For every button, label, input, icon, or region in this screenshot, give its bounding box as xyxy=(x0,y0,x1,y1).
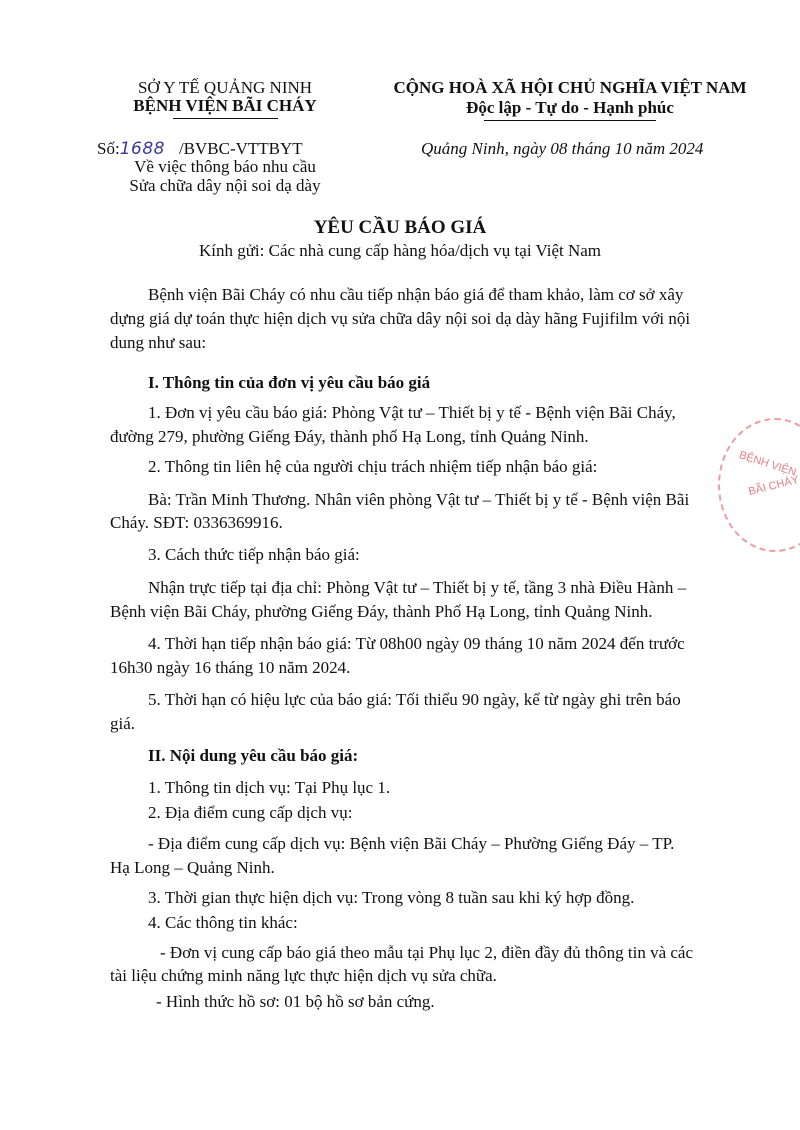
section-1-line: 3. Cách thức tiếp nhận báo giá: xyxy=(148,545,360,564)
section-1-line: Bà: Trần Minh Thương. Nhân viên phòng Vật tư – Thiết bị y tế - Bệnh viện Bãi xyxy=(148,490,690,509)
subject-line-1: Về việc thông báo nhu cầu xyxy=(134,157,316,176)
subject-line-2: Sửa chữa dây nội soi dạ dày xyxy=(129,176,321,195)
republic-name: CỘNG HOÀ XÃ HỘI CHỦ NGHĨA VIỆT NAM xyxy=(393,78,747,97)
section-1-line: 16h30 ngày 16 tháng 10 năm 2024. xyxy=(110,658,351,677)
section-1-line: Nhận trực tiếp tại địa chỉ: Phòng Vật tư – Thiết bị y tế, tầng 3 nhà Điều Hành – xyxy=(148,578,687,597)
section-2-line: 1. Thông tin dịch vụ: Tại Phụ lục 1. xyxy=(148,778,391,797)
section-2-line: - Đơn vị cung cấp báo giá theo mẫu tại Phụ lục 2, điền đầy đủ thông tin và các xyxy=(160,943,694,962)
section-2-line: 2. Địa điểm cung cấp dịch vụ: xyxy=(148,803,353,822)
section-2-line: 3. Thời gian thực hiện dịch vụ: Trong vòng 8 tuần sau khi ký hợp đồng. xyxy=(148,888,635,907)
document-title: YÊU CẦU BÁO GIÁ xyxy=(313,217,487,238)
doc-number xyxy=(97,139,303,159)
section-1-heading: I. Thông tin của đơn vị yêu cầu báo giá xyxy=(148,373,431,392)
national-motto: Độc lập - Tự do - Hạnh phúc xyxy=(466,98,674,117)
stamp-text: BÃI CHÁY xyxy=(747,473,800,499)
doc-number-prefix: Số: xyxy=(97,139,120,158)
doc-number-handwritten: 1688 xyxy=(119,139,165,159)
recipient: Kính gửi: Các nhà cung cấp hàng hóa/dịch vụ tại Việt Nam xyxy=(198,241,602,260)
intro-line: dung như sau: xyxy=(110,333,207,352)
section-2-line: - Hình thức hồ sơ: 01 bộ hồ sơ bản cứng. xyxy=(156,992,435,1011)
section-1-line: Cháy. SĐT: 0336369916. xyxy=(110,513,283,532)
stamp-text: BỆNH VIỆN xyxy=(737,449,798,479)
agency-name: SỞ Y TẾ QUẢNG NINH xyxy=(137,78,313,97)
section-1-line: 1. Đơn vị yêu cầu báo giá: Phòng Vật tư – Thiết bị y tế - Bệnh viện Bãi Cháy, xyxy=(148,403,676,422)
intro-line: dựng giá dự toán thực hiện dịch vụ sửa chữa dây nội soi dạ dày hãng Fujifilm với nội xyxy=(110,309,691,328)
section-2-line: 4. Các thông tin khác: xyxy=(148,913,298,932)
section-1-line: 4. Thời hạn tiếp nhận báo giá: Từ 08h00 ngày 09 tháng 10 năm 2024 đến trước xyxy=(148,634,685,653)
hospital-seal-stamp xyxy=(718,418,800,552)
place-date: Quảng Ninh, ngày 08 tháng 10 năm 2024 xyxy=(421,139,704,158)
section-1-line: 2. Thông tin liên hệ của người chịu trách nhiệm tiếp nhận báo giá: xyxy=(148,457,598,476)
section-2-heading: II. Nội dung yêu cầu báo giá: xyxy=(148,746,359,765)
section-2-line: Hạ Long – Quảng Ninh. xyxy=(110,858,275,877)
section-1-line: 5. Thời hạn có hiệu lực của báo giá: Tối thiểu 90 ngày, kể từ ngày ghi trên báo xyxy=(148,690,681,709)
section-1-line: Bệnh viện Bãi Cháy, phường Giếng Đáy, thành Phố Hạ Long, tỉnh Quảng Ninh. xyxy=(110,602,653,621)
motto-underline xyxy=(484,120,656,121)
section-2-line: - Địa điểm cung cấp dịch vụ: Bệnh viện Bãi Cháy – Phường Giếng Đáy – TP. xyxy=(148,834,675,853)
intro-line: Bệnh viện Bãi Cháy có nhu cầu tiếp nhận báo giá để tham khảo, làm cơ sở xây xyxy=(148,285,684,304)
hospital-underline xyxy=(173,118,278,119)
hospital-name: BỆNH VIỆN BÃI CHÁY xyxy=(133,96,317,115)
section-1-line: đường 279, phường Giếng Đáy, thành phố Hạ Long, tỉnh Quảng Ninh. xyxy=(110,427,589,446)
section-2-line: tài liệu chứng minh năng lực thực hiện dịch vụ sửa chữa. xyxy=(110,966,497,985)
doc-number-suffix: /BVBC-VTTBYT xyxy=(178,139,303,158)
section-1-line: giá. xyxy=(110,714,136,733)
